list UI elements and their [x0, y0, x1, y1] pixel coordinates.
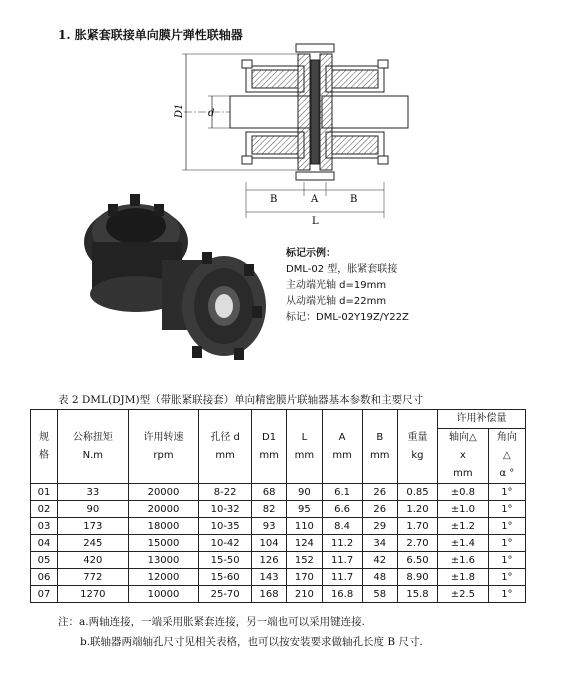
- table-cell: 26: [362, 501, 397, 518]
- a-label: A: [311, 194, 319, 205]
- table-cell: 1°: [488, 501, 525, 518]
- table-cell: 10-32: [199, 501, 252, 518]
- table-cell: 16.8: [322, 586, 362, 603]
- table-notes: [58, 612, 423, 652]
- table-cell: 0.85: [397, 484, 437, 501]
- table-cell: 03: [31, 518, 58, 535]
- marking-line: 主动端光轴 d=19mm: [286, 280, 387, 291]
- table-row: [31, 484, 526, 501]
- table-cell: 26: [362, 484, 397, 501]
- table-cell: 13000: [128, 552, 199, 569]
- table-cell: 152: [287, 552, 322, 569]
- table-cell: 02: [31, 501, 58, 518]
- header-speed: 许用转速 rpm: [128, 410, 199, 484]
- table-cell: 04: [31, 535, 58, 552]
- header-bore: 孔径 d mm: [199, 410, 252, 484]
- table-cell: 126: [251, 552, 286, 569]
- note-b: b.联轴器两端轴孔尺寸见相关表格，也可以按安装要求做轴孔长度 B 尺寸.: [80, 636, 423, 648]
- b-right-label: B: [350, 194, 358, 205]
- header-d1: D1 mm: [251, 410, 286, 484]
- header-torque: 公称扭矩 N.m: [58, 410, 129, 484]
- b-left-label: B: [270, 194, 278, 205]
- table-cell: 42: [362, 552, 397, 569]
- table-cell: 1.20: [397, 501, 437, 518]
- table-cell: 772: [58, 569, 129, 586]
- header-weight: 重量 kg: [397, 410, 437, 484]
- header-compensation: 许用补偿量: [438, 410, 526, 429]
- table-cell: 29: [362, 518, 397, 535]
- table-cell: ±2.5: [438, 586, 489, 603]
- table-cell: 15.8: [397, 586, 437, 603]
- table-caption: 表 2 DML(DJM)型（带胀紧联接套）单向精密膜片联轴器基本参数和主要尺寸: [58, 394, 424, 406]
- table-row: [31, 518, 526, 535]
- table-cell: ±1.8: [438, 569, 489, 586]
- table-cell: 90: [287, 484, 322, 501]
- d1-label: D1: [174, 103, 185, 118]
- table-cell: 15-50: [199, 552, 252, 569]
- table-cell: ±1.0: [438, 501, 489, 518]
- table-cell: 90: [58, 501, 129, 518]
- table-row: [31, 569, 526, 586]
- table-cell: 168: [251, 586, 286, 603]
- table-row: [31, 586, 526, 603]
- table-row: [31, 552, 526, 569]
- table-cell: 10-35: [199, 518, 252, 535]
- section-heading: 1. 胀紧套联接单向膜片弹性联轴器: [58, 28, 243, 42]
- table-cell: 1.70: [397, 518, 437, 535]
- table-cell: 8.90: [397, 569, 437, 586]
- table-cell: 1°: [488, 569, 525, 586]
- table-cell: 93: [251, 518, 286, 535]
- marking-line: DML-02 型，胀紧套联接: [286, 264, 398, 275]
- table-cell: 1°: [488, 535, 525, 552]
- table-cell: 210: [287, 586, 322, 603]
- header-spec: 规 格: [31, 410, 58, 484]
- table-cell: 01: [31, 484, 58, 501]
- spec-table: [30, 409, 526, 603]
- table-cell: 05: [31, 552, 58, 569]
- table-cell: 33: [58, 484, 129, 501]
- table-cell: 11.2: [322, 535, 362, 552]
- table-cell: 245: [58, 535, 129, 552]
- table-cell: 104: [251, 535, 286, 552]
- table-cell: 58: [362, 586, 397, 603]
- table-cell: 143: [251, 569, 286, 586]
- table-cell: 15-60: [199, 569, 252, 586]
- table-cell: 11.7: [322, 552, 362, 569]
- table-cell: 10-42: [199, 535, 252, 552]
- header-b: B mm: [362, 410, 397, 484]
- table-cell: 11.7: [322, 569, 362, 586]
- table-cell: 1°: [488, 518, 525, 535]
- table-cell: 18000: [128, 518, 199, 535]
- table-cell: 25-70: [199, 586, 252, 603]
- table-row: [31, 501, 526, 518]
- marking-example: [286, 246, 409, 326]
- table-cell: 173: [58, 518, 129, 535]
- header-l: L mm: [287, 410, 322, 484]
- header-a: A mm: [322, 410, 362, 484]
- table-cell: 170: [287, 569, 322, 586]
- table-cell: ±1.2: [438, 518, 489, 535]
- table-cell: ±1.6: [438, 552, 489, 569]
- table-cell: 420: [58, 552, 129, 569]
- header-axial: 轴向△ x mm: [438, 429, 489, 484]
- table-cell: 6.50: [397, 552, 437, 569]
- table-cell: 06: [31, 569, 58, 586]
- table-row: [31, 535, 526, 552]
- table-cell: 34: [362, 535, 397, 552]
- table-cell: 124: [287, 535, 322, 552]
- table-cell: 8-22: [199, 484, 252, 501]
- table-cell: 48: [362, 569, 397, 586]
- marking-title: 标记示例：: [286, 248, 336, 259]
- table-cell: 1270: [58, 586, 129, 603]
- table-cell: 15000: [128, 535, 199, 552]
- header-angular: 角向 △ α °: [488, 429, 525, 484]
- table-cell: 20000: [128, 484, 199, 501]
- table-cell: 10000: [128, 586, 199, 603]
- d-label: d: [208, 108, 215, 119]
- note-a: 注：a.两轴连接，一端采用胀紧套连接，另一端也可以采用键连接.: [58, 616, 365, 628]
- table-cell: ±1.4: [438, 535, 489, 552]
- table-cell: 1°: [488, 586, 525, 603]
- table-cell: 110: [287, 518, 322, 535]
- table-cell: 8.4: [322, 518, 362, 535]
- table-cell: 1°: [488, 484, 525, 501]
- table-cell: 82: [251, 501, 286, 518]
- table-cell: 07: [31, 586, 58, 603]
- table-cell: 6.1: [322, 484, 362, 501]
- table-cell: 6.6: [322, 501, 362, 518]
- table-cell: 12000: [128, 569, 199, 586]
- marking-line: 标记：DML-02Y19Z/Y22Z: [286, 312, 409, 323]
- marking-line: 从动端光轴 d=22mm: [286, 296, 387, 307]
- table-cell: 95: [287, 501, 322, 518]
- table-cell: 68: [251, 484, 286, 501]
- table-cell: 1°: [488, 552, 525, 569]
- l-label: L: [312, 216, 319, 227]
- coupling-product-photo: [74, 186, 270, 376]
- table-cell: 2.70: [397, 535, 437, 552]
- table-cell: 20000: [128, 501, 199, 518]
- table-cell: ±0.8: [438, 484, 489, 501]
